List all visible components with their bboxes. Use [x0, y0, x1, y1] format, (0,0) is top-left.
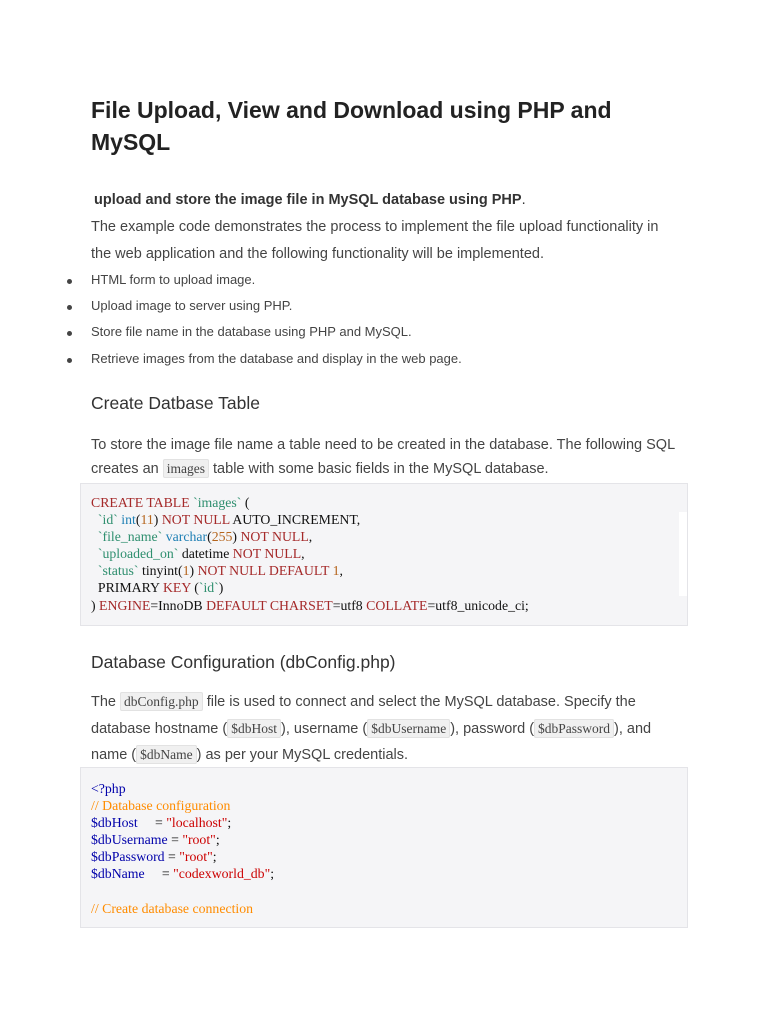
- sql-number: 11: [140, 512, 154, 528]
- sql-text: AUTO_INCREMENT,: [229, 512, 361, 528]
- bullet-icon: [67, 305, 72, 310]
- intro-heading: [94, 192, 526, 208]
- php-string: "codexworld_db": [173, 866, 271, 882]
- db-config-paragraph: [91, 689, 681, 769]
- sql-column: `status`: [97, 563, 139, 579]
- bullet-icon: [67, 331, 72, 336]
- sql-keyword: NOT NULL DEFAULT: [197, 563, 330, 579]
- inline-code-dbpassword: $dbPassword: [534, 719, 614, 738]
- sql-number: 1: [332, 563, 340, 579]
- php-variable: $dbHost: [91, 815, 138, 831]
- list-item: [0, 270, 462, 296]
- inline-code-dbhost: $dbHost: [227, 719, 281, 738]
- intro-paragraph: The example code demonstrates the process to implement the file upload functionality in the web application and the following functionality will be implemented.: [91, 219, 659, 262]
- sql-code-block: CREATE TABLE `images` ( `id` int(11) NOT NULL AUTO_INCREMENT, `file_name` varchar(255) NOT NULL, `uploaded_on` datetime NOT NULL, `status` tinyint(1) NOT NULL DEFAULT 1, PRIMARY KEY (`id`) ) ENGINE=InnoDB DEFAULT CHARSET=utf8 COLLATE=utf8_unicode_ci;: [80, 483, 688, 626]
- sql-keyword: NOT NULL: [232, 546, 302, 562]
- intro-heading-period: .: [521, 192, 526, 208]
- section-heading-create-table: Create Datbase Table: [91, 393, 260, 413]
- list-item: [0, 296, 462, 322]
- sql-column: `file_name`: [97, 529, 163, 545]
- sql-keyword: NOT NULL: [161, 512, 230, 528]
- php-variable: $dbUsername: [91, 832, 168, 848]
- db-config-text-2: ), username (: [281, 720, 368, 737]
- list-item-text: Upload image to server using PHP.: [91, 298, 293, 314]
- create-table-paragraph: [91, 434, 681, 481]
- list-item: [0, 349, 462, 375]
- bullet-icon: [67, 358, 72, 363]
- sql-text: =utf8_unicode_ci;: [427, 597, 529, 613]
- sql-keyword: CREATE TABLE: [91, 495, 190, 510]
- php-semicolon: ;: [215, 832, 220, 848]
- create-table-text-before: To store the image file name a table need to be created in the database. The following SQL creates an: [91, 437, 675, 477]
- php-operator: =: [144, 866, 174, 882]
- php-string: "root": [182, 832, 216, 848]
- feature-list: [0, 270, 462, 375]
- db-config-text-4: ), and name (: [91, 720, 652, 763]
- inline-code-images: images: [163, 459, 209, 478]
- php-comment: // Database configuration: [91, 798, 231, 814]
- bullet-icon: [67, 279, 72, 284]
- sql-number: 255: [211, 529, 233, 545]
- sql-text: =InnoDB: [150, 597, 207, 613]
- db-config-text-the: The: [91, 694, 116, 710]
- list-item-text: Store file name in the database using PHP and MySQL.: [91, 324, 412, 340]
- db-config-text-3: ), password (: [450, 720, 535, 737]
- db-config-text-1: file is used to connect and select the MySQL database. Specify the database hostname (: [91, 694, 636, 737]
- php-semicolon: ;: [270, 866, 275, 882]
- db-config-text-5: ) as per your MySQL credentials.: [196, 747, 409, 763]
- sql-type: tinyint: [138, 563, 179, 579]
- php-string: "root": [179, 849, 213, 865]
- sql-keyword: ENGINE: [99, 597, 151, 613]
- sql-text: PRIMARY: [94, 580, 163, 596]
- sql-text: ): [91, 597, 100, 613]
- php-operator: =: [167, 832, 183, 848]
- create-table-text-after: table with some basic fields in the MySQL database.: [213, 461, 549, 477]
- sql-type: int: [121, 512, 136, 528]
- inline-code-dbusername: $dbUsername: [367, 719, 450, 738]
- sql-column: `id`: [97, 512, 118, 528]
- sql-keyword: NOT NULL: [240, 529, 309, 545]
- php-open-tag: <?php: [91, 781, 126, 796]
- sql-keyword: COLLATE: [366, 597, 428, 613]
- sql-column: `id`: [198, 580, 219, 596]
- section-heading-db-config: Database Configuration (dbConfig.php): [91, 652, 396, 672]
- php-code-block: [80, 767, 688, 928]
- sql-column: `uploaded_on`: [97, 546, 179, 562]
- php-string: "localhost": [166, 815, 228, 831]
- sql-type: varchar: [165, 529, 208, 545]
- php-variable: $dbName: [91, 866, 145, 882]
- php-operator: =: [164, 849, 180, 865]
- list-item: [0, 322, 462, 348]
- sql-text: =utf8: [332, 597, 367, 613]
- sql-table-name: `images`: [193, 495, 242, 510]
- sql-keyword: KEY: [162, 580, 191, 596]
- inline-code-dbconfig: dbConfig.php: [120, 692, 203, 711]
- php-semicolon: ;: [227, 815, 232, 831]
- php-operator: =: [137, 815, 167, 831]
- list-item-text: HTML form to upload image.: [91, 272, 256, 287]
- php-comment: // Create database connection: [91, 900, 254, 916]
- php-variable: $dbPassword: [91, 849, 165, 865]
- php-semicolon: ;: [212, 849, 217, 865]
- sql-keyword: DEFAULT CHARSET: [206, 597, 333, 613]
- sql-number: 1: [182, 563, 190, 579]
- code-scroll-strip: [679, 512, 687, 596]
- intro-heading-text: upload and store the image file in MySQL database using PHP: [94, 192, 522, 208]
- page-title: File Upload, View and Download using PHP and MySQL: [91, 97, 612, 155]
- sql-paren: (: [241, 495, 250, 510]
- inline-code-dbname: $dbName: [136, 745, 196, 764]
- sql-type: datetime: [178, 546, 233, 562]
- list-item-text: Retrieve images from the database and display in the web page.: [91, 350, 462, 366]
